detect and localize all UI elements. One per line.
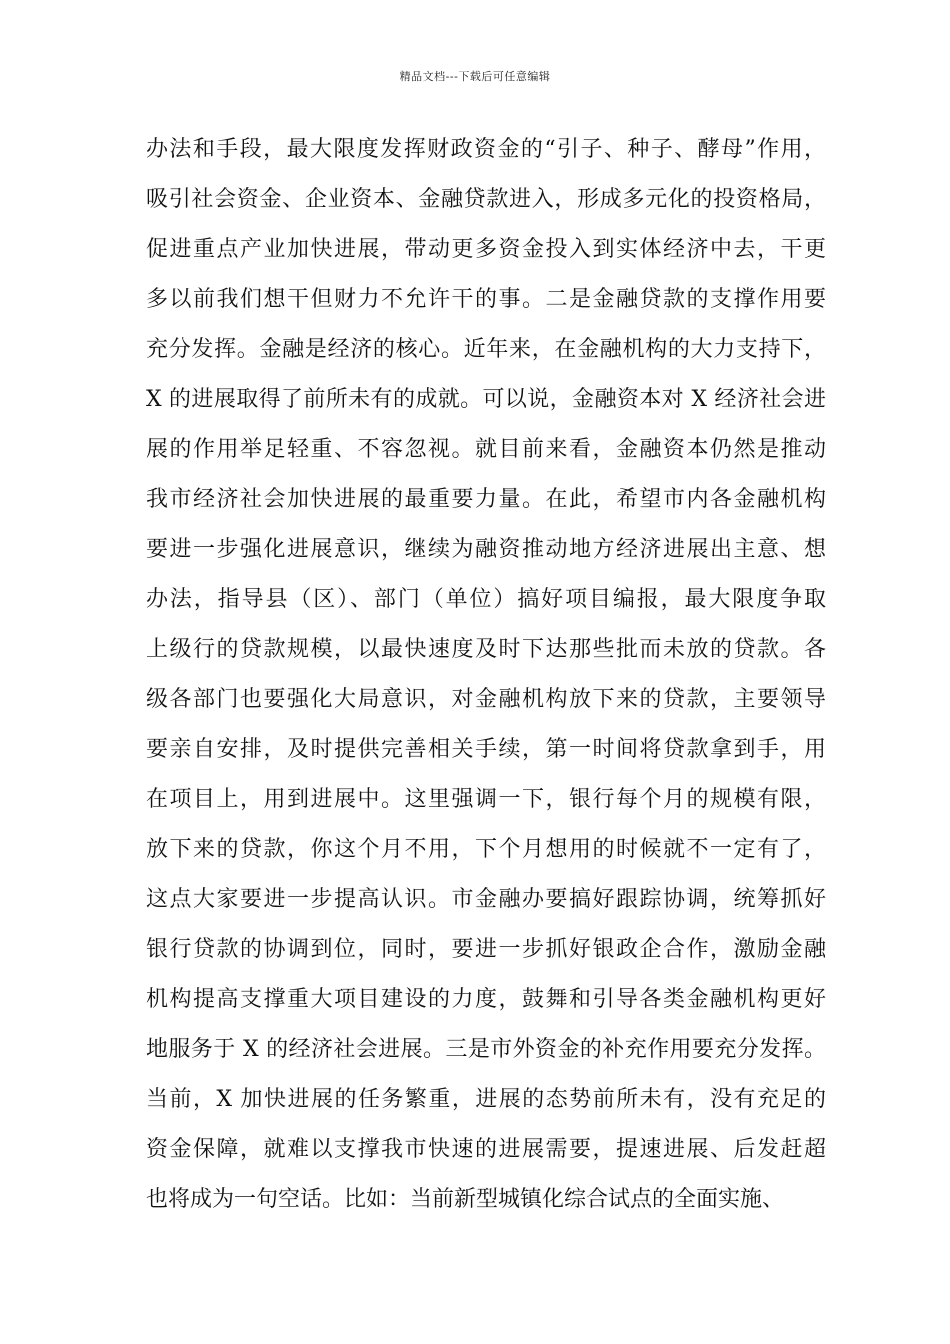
text-line: 多以前我们想干但财力不允许干的事。二是金融贷款的支撑作用要: [146, 287, 826, 312]
text-line: 资金保障，就难以支撑我市快速的进展需要，提速进展、后发赶超: [146, 1137, 826, 1162]
text-line: 也将成为一句空话。比如：当前新型城镇化综合试点的全面实施、: [146, 1187, 785, 1212]
text-line: 要进一步强化进展意识，继续为融资推动地方经济进展出主意、想: [146, 537, 826, 562]
text-line: 展的作用举足轻重、不容忽视。就目前来看，金融资本仍然是推动: [146, 437, 826, 462]
text-line: 级各部门也要强化大局意识，对金融机构放下来的贷款，主要领导: [146, 687, 826, 712]
text-line: 办法，指导县（区）、部门（单位）搞好项目编报，最大限度争取: [146, 587, 826, 612]
text-line: 这点大家要进一步提高认识。市金融办要搞好跟踪协调，统筹抓好: [146, 887, 826, 912]
text-line: 充分发挥。金融是经济的核心。近年来，在金融机构的大力支持下，: [146, 337, 826, 362]
text-line: 我市经济社会加快进展的最重要力量。在此，希望市内各金融机构: [146, 487, 826, 512]
body-text: [146, 132, 826, 1232]
text-line: 机构提高支撑重大项目建设的力度，鼓舞和引导各类金融机构更好: [146, 987, 826, 1012]
text-line: X 的进展取得了前所未有的成就。可以说，金融资本对 X 经济社会进: [146, 387, 826, 412]
text-line: 办法和手段，最大限度发挥财政资金的“引子、种子、酵母”作用，: [146, 137, 826, 162]
text-line: 上级行的贷款规模，以最快速度及时下达那些批而未放的贷款。各: [146, 637, 826, 662]
text-line: 地服务于 X 的经济社会进展。三是市外资金的补充作用要充分发挥。: [146, 1037, 826, 1062]
text-line: 在项目上，用到进展中。这里强调一下，银行每个月的规模有限，: [146, 787, 826, 812]
page-header: 精品文档---下载后可任意编辑: [399, 70, 551, 83]
text-line: 吸引社会资金、企业资本、金融贷款进入，形成多元化的投资格局，: [146, 187, 826, 212]
text-line: 当前，X 加快进展的任务繁重，进展的态势前所未有，没有充足的: [146, 1087, 826, 1112]
text-line: 放下来的贷款，你这个月不用，下个月想用的时候就不一定有了，: [146, 837, 826, 862]
text-line: 要亲自安排，及时提供完善相关手续，第一时间将贷款拿到手，用: [146, 737, 826, 762]
text-line: 促进重点产业加快进展，带动更多资金投入到实体经济中去，干更: [146, 237, 826, 262]
text-line: 银行贷款的协调到位，同时，要进一步抓好银政企合作，激励金融: [146, 937, 826, 962]
